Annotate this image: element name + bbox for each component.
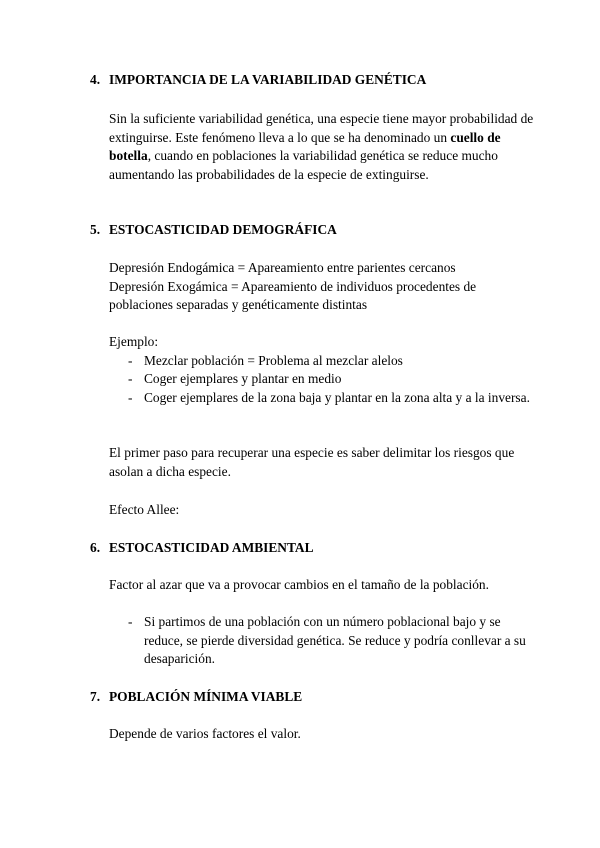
example-list [109, 352, 534, 408]
dash-bullet: - [128, 614, 133, 629]
section-heading-5 [90, 221, 337, 240]
recovery-paragraph: El primer paso para recuperar una especie es saber delimitar los riesgos que asolan a dicha especie. [109, 445, 515, 479]
section-number: 6. [90, 540, 101, 555]
section-heading-4 [90, 71, 426, 90]
list-item [109, 370, 534, 389]
example-label: Ejemplo: [109, 334, 159, 349]
bottleneck-term: cuello de botella [109, 129, 501, 163]
list-item-text: Coger ejemplares y plantar en medio [144, 371, 342, 386]
dash-bullet: - [128, 389, 133, 405]
section-4-body [109, 110, 534, 184]
list-item-text: Si partimos de una población con un número poblacional bajo y se reduce, se pierde diversidad genética. Se reduce y podría conllevar a su desaparición. [144, 614, 526, 666]
section-5-example [109, 333, 534, 407]
section-6-intro-block [109, 576, 534, 595]
section-number: 5. [90, 222, 101, 237]
dash-bullet: - [128, 352, 133, 368]
section-title: ESTOCASTICIDAD DEMOGRÁFICA [109, 222, 337, 237]
genetic-variability-paragraph [109, 110, 534, 184]
paragraph-text: , cuando en poblaciones la variabilidad genética se reduce mucho aumentando las probabilidades de la especie de extinguirse. [109, 148, 498, 182]
section-title: POBLACIÓN MÍNIMA VIABLE [109, 689, 303, 704]
section-5-definitions [109, 259, 534, 315]
section-7-body [109, 725, 534, 744]
inbreeding-depression-line: Depresión Endogámica = Apareamiento entre parientes cercanos [109, 260, 456, 275]
allee-effect-label: Efecto Allee: [109, 502, 180, 517]
paragraph-text: Sin la suficiente variabilidad genética, una especie tiene mayor probabilidad de extinguirse. Este fenómeno lleva a lo que se ha denominado un [109, 111, 534, 145]
section-6-list-block [109, 613, 534, 669]
list-item [109, 352, 534, 371]
list-item-text: Coger ejemplares de la zona baja y plantar en la zona alta y a la inversa. [144, 389, 530, 405]
list-item [109, 613, 534, 669]
section-5-allee-block [109, 501, 534, 520]
mvp-paragraph: Depende de varios factores el valor. [109, 726, 301, 741]
section-5-paragraph-block [109, 444, 534, 481]
list-item-text: Mezclar población = Problema al mezclar alelos [144, 352, 403, 368]
section-heading-7 [90, 688, 302, 707]
section-heading-6 [90, 539, 314, 558]
environmental-list [109, 613, 534, 669]
section-number: 7. [90, 689, 101, 704]
section-title: ESTOCASTICIDAD AMBIENTAL [109, 540, 314, 555]
list-item [109, 389, 534, 408]
section-title: IMPORTANCIA DE LA VARIABILIDAD GENÉTICA [109, 72, 427, 87]
outbreeding-depression-line: Depresión Exogámica = Apareamiento de individuos procedentes de poblaciones separadas y genéticamente distintas [109, 278, 477, 312]
dash-bullet: - [128, 371, 133, 386]
environmental-intro: Factor al azar que va a provocar cambios en el tamaño de la población. [109, 577, 489, 592]
section-number: 4. [90, 72, 101, 87]
